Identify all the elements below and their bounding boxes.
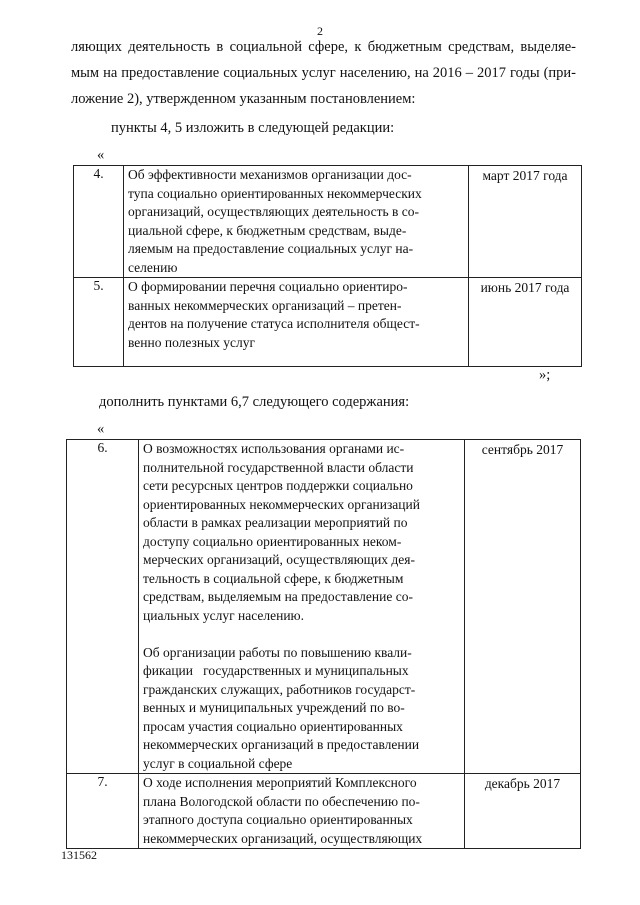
row-date-cell bbox=[465, 774, 581, 849]
row-text-line: просам участия социально ориентированных bbox=[143, 718, 403, 734]
table-row bbox=[74, 166, 582, 278]
row-text-cell bbox=[124, 166, 469, 278]
row-date-cell bbox=[469, 166, 582, 278]
intro-line: мым на предоставление социальных услуг населению, на 2016 – 2017 годы (при- bbox=[71, 65, 576, 81]
row-text-line: услуг в социальной сфере bbox=[143, 755, 293, 771]
row-text-line: тупа социально ориентированных некоммерческих bbox=[128, 185, 422, 201]
row-text-cell bbox=[139, 774, 465, 849]
row-text-line: венно полезных услуг bbox=[128, 334, 256, 350]
row-date: март 2017 года bbox=[482, 168, 568, 183]
row-text-line: некоммерческих организаций в предоставлении bbox=[143, 737, 420, 752]
row-text-line: ляемым на предоставление социальных услуг на- bbox=[128, 241, 414, 256]
open-quote: « bbox=[97, 147, 105, 163]
row-text-line: Об эффективности механизмов организации дос- bbox=[128, 167, 412, 182]
row-number: 6. bbox=[97, 440, 108, 455]
row-text-line: циальной сфере, к бюджетным средствам, выде- bbox=[128, 222, 407, 238]
row-text-line: селению bbox=[128, 259, 178, 275]
row-text-line: средствам, выделяемым на предоставление со- bbox=[143, 589, 413, 604]
intro-line: ложение 2), утвержденном указанным постановлением: bbox=[71, 91, 416, 107]
row-number: 7. bbox=[97, 774, 108, 789]
document-code: 131562 bbox=[61, 848, 97, 862]
intro-line: ляющих деятельность в социальной сфере, к бюджетным средствам, выделяе- bbox=[71, 39, 576, 55]
row-text-line: дентов на получение статуса исполнителя общест- bbox=[128, 316, 420, 331]
row-text-line: доступу социально ориентированных неком- bbox=[143, 533, 402, 549]
row-text-line: области в рамках реализации мероприятий по bbox=[143, 515, 408, 530]
row-number-cell bbox=[67, 774, 139, 849]
row-text-line: О ходе исполнения мероприятий Комплексного bbox=[143, 775, 417, 790]
instruction-text: пункты 4, 5 изложить в следующей редакции: bbox=[111, 120, 395, 136]
row-text-line: мерческих организаций, осуществляющих дея- bbox=[143, 552, 415, 567]
table-items-6-7 bbox=[66, 439, 581, 849]
row-text-line: этапного доступа социально ориентированных bbox=[143, 812, 413, 827]
row-number-cell bbox=[74, 278, 124, 367]
row-text-line: тельность в социальной сфере, к бюджетным bbox=[143, 570, 404, 586]
instruction-text: дополнить пунктами 6,7 следующего содержания: bbox=[99, 394, 410, 410]
row-text-line: плана Вологодской области по обеспечению по- bbox=[143, 793, 420, 809]
row-text-line: Об организации работы по повышению квали- bbox=[143, 644, 412, 660]
row-date: сентябрь 2017 bbox=[481, 442, 564, 457]
row-text-line: гражданских служащих, работников государст- bbox=[143, 681, 416, 697]
table-row bbox=[67, 440, 581, 774]
open-quote: « bbox=[97, 421, 105, 437]
row-number: 5. bbox=[93, 278, 104, 293]
row-date: декабрь 2017 bbox=[484, 776, 561, 791]
row-text-line: ориентированных некоммерческих организаций bbox=[143, 496, 420, 512]
row-text-line: полнительной государственной власти области bbox=[143, 459, 414, 475]
row-text-line: О возможностях использования органами ис- bbox=[143, 441, 405, 456]
row-text-line: ванных некоммерческих организаций – претен- bbox=[128, 297, 402, 313]
close-quote: »; bbox=[539, 367, 551, 383]
row-text-line: некоммерческих организаций, осуществляющих bbox=[143, 830, 423, 846]
row-number-cell bbox=[74, 166, 124, 278]
row-text-line: фикации государственных и муниципальных bbox=[143, 663, 409, 678]
row-text-cell bbox=[139, 440, 465, 774]
row-text-cell bbox=[124, 278, 469, 367]
row-date-cell bbox=[469, 278, 582, 367]
table-row bbox=[67, 774, 581, 849]
row-date-cell bbox=[465, 440, 581, 774]
row-text-line: циальных услуг населению. bbox=[143, 607, 305, 623]
table-items-4-5 bbox=[73, 165, 582, 367]
row-text-line: венных и муниципальных учреждений по во- bbox=[143, 700, 405, 715]
row-date: июнь 2017 года bbox=[480, 280, 570, 295]
row-number-cell bbox=[67, 440, 139, 774]
page-number: 2 bbox=[317, 24, 323, 38]
row-number: 4. bbox=[93, 166, 104, 181]
row-text-line: сети ресурсных центров поддержки социально bbox=[143, 478, 413, 493]
table-row bbox=[74, 278, 582, 367]
paragraph-gap bbox=[143, 625, 462, 644]
row-text-line: организаций, осуществляющих деятельность в со- bbox=[128, 204, 420, 219]
row-text-line: О формировании перечня социально ориентиро- bbox=[128, 279, 408, 294]
